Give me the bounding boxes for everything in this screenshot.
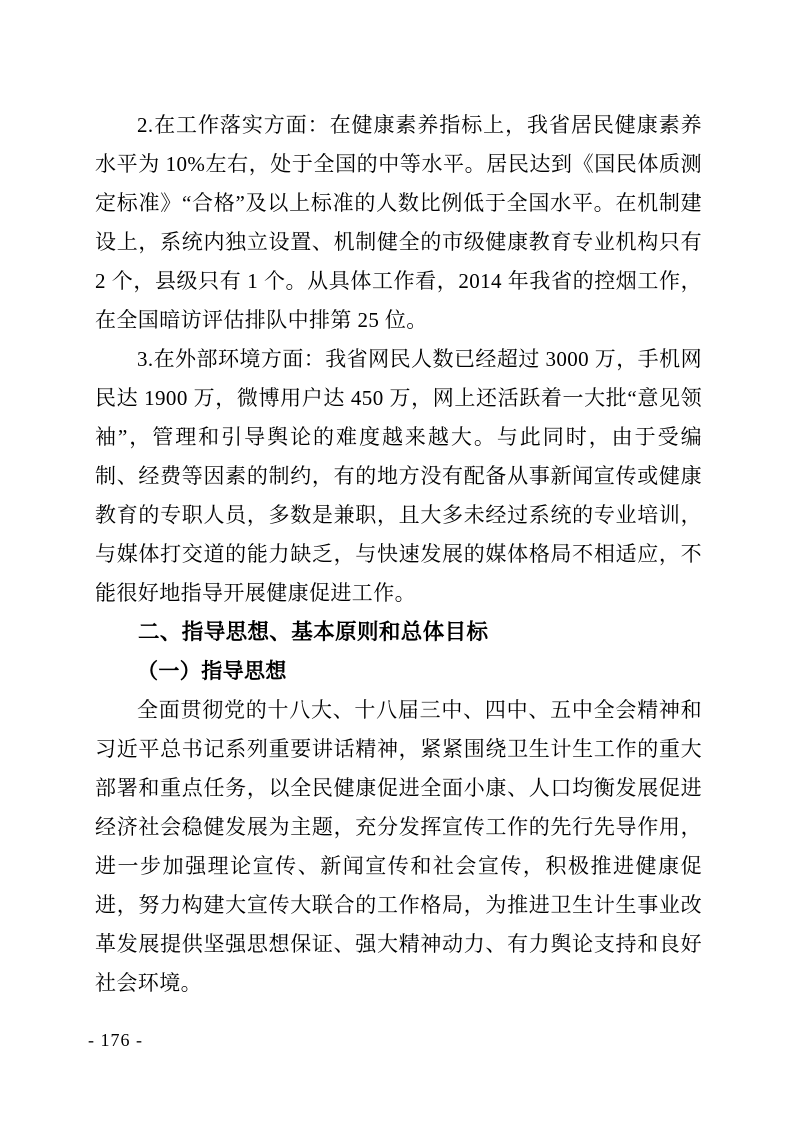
subsection-heading-guiding-ideology: （一）指导思想 [137,659,287,683]
document-content [95,106,702,1003]
paragraph-guiding-ideology-body: 全面贯彻党的十八大、十八届三中、四中、五中全会精神和习近平总书记系列重要讲话精神，紧紧围绕卫生计生工作的重大部署和重点任务，以全民健康促进全面小康、人口均衡发展促进经济社会稳健发展为主题，充分发挥宣传工作的先行先导作用，进一步加强理论宣传、新闻宣传和社会宣传，积极推进健康促进，努力构建大宣传大联合的工作格局，为推进卫生计生事业改革发展提供坚强思想保证、强大精神动力、有力舆论支持和良好社会环境。 [95,698,702,995]
paragraph-external-environment: 3.在外部环境方面：我省网民人数已经超过 3000 万，手机网民达 1900 万，微博用户达 450 万，网上还活跃着一大批“意见领袖”，管理和引导舆论的难度越来越大。与此同时，由于受编制、经费等因素的制约，有的地方没有配备从事新闻宣传或健康教育的专职人员，多数是兼职，且大多未经过系统的专业培训，与媒体打交道的能力缺乏，与快速发展的媒体格局不相适应，不能很好地指导开展健康促进工作。 [95,347,702,605]
section-heading-guiding-ideology-principles-goals: 二、指导思想、基本原则和总体目标 [138,620,489,644]
paragraph-work-implementation: 2.在工作落实方面：在健康素养指标上，我省居民健康素养水平为 10%左右，处于全国的中等水平。居民达到《国民体质测定标准》“合格”及以上标准的人数比例低于全国水平。在机制建设上，系统内独立设置、机制健全的市级健康教育专业机构只有 2 个，县级只有 1 个。从具体工作看，2014 年我省的控烟工作，在全国暗访评估排队中排第 25 位。 [95,113,702,332]
page-number: - 176 - [88,1030,143,1050]
